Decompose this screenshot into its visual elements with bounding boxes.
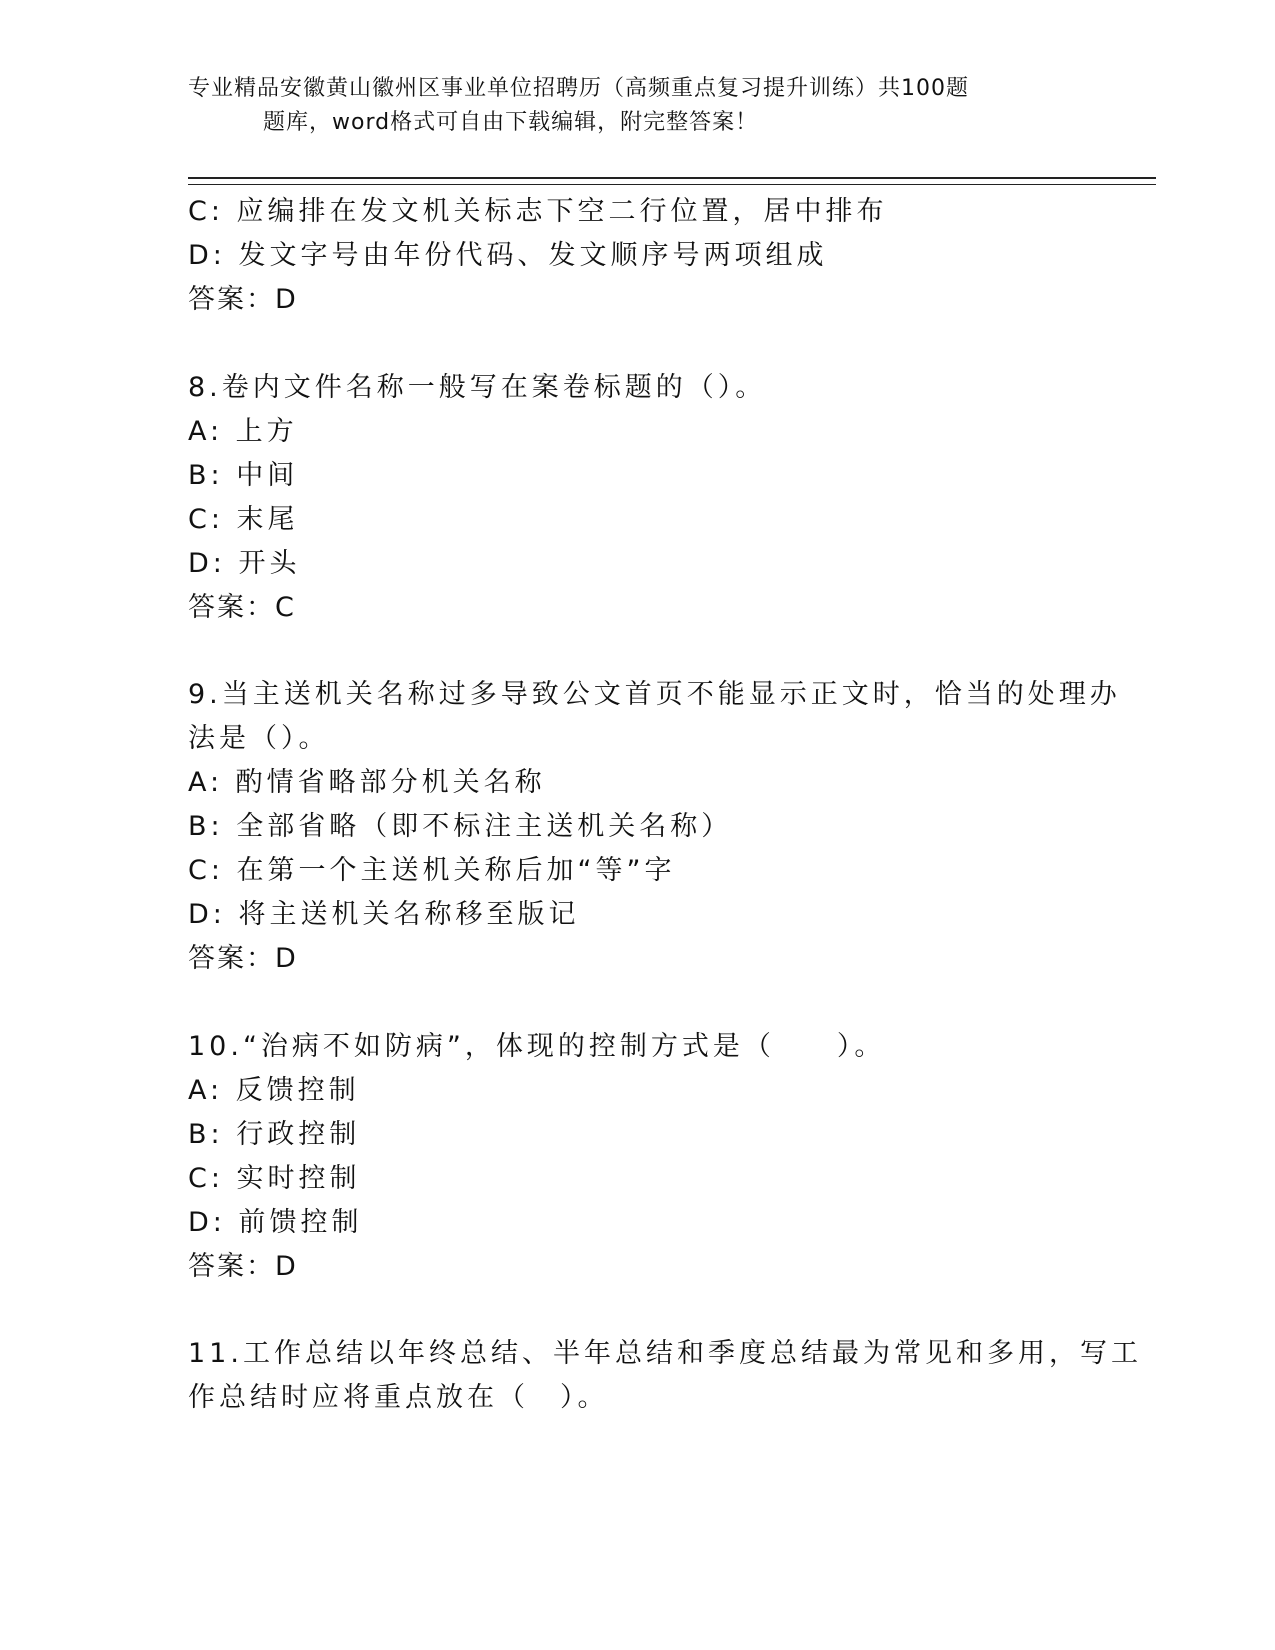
q10-option-b: B: 行政控制 [188, 1119, 361, 1150]
q9-question-line-1: 9.当主送机关名称过多导致公文首页不能显示正文时，恰当的处理办 [188, 679, 1121, 710]
q9-option-d: D: 将主送机关名称移至版记 [188, 899, 580, 930]
document-header [188, 72, 1068, 140]
q8-answer: 答案：C [188, 592, 296, 623]
q9-question-line-2: 法是（）。 [188, 723, 330, 754]
q9-option-a: A: 酌情省略部分机关名称 [188, 767, 546, 798]
header-divider-thin [188, 184, 1156, 185]
q10-answer: 答案：D [188, 1251, 298, 1282]
q11-question-line-2: 作总结时应将重点放在（ ）。 [188, 1382, 609, 1413]
q10-option-a: A: 反馈控制 [188, 1075, 360, 1106]
q8-option-b: B: 中间 [188, 460, 299, 491]
q9-option-b: B: 全部省略（即不标注主送机关名称） [188, 811, 733, 842]
q10-option-c: C: 实时控制 [188, 1163, 361, 1194]
header-title-line-2: 题库，word格式可自由下载编辑，附完整答案！ [263, 110, 759, 135]
q11-question-line-1: 11.工作总结以年终总结、半年总结和季度总结最为常见和多用，写工 [188, 1338, 1142, 1369]
q8-question: 8.卷内文件名称一般写在案卷标题的（）。 [188, 372, 767, 403]
q7-option-d: D: 发文字号由年份代码、发文顺序号两项组成 [188, 240, 828, 271]
header-divider-thick [188, 177, 1156, 179]
q9-option-c: C: 在第一个主送机关称后加“等”字 [188, 855, 676, 886]
q9-answer: 答案：D [188, 943, 298, 974]
q7-option-c: C: 应编排在发文机关标志下空二行位置，居中排布 [188, 196, 888, 227]
q10-option-d: D: 前馈控制 [188, 1207, 363, 1238]
q7-answer: 答案：D [188, 284, 298, 315]
header-title-line-1: 专业精品安徽黄山徽州区事业单位招聘历（高频重点复习提升训练）共100题 [188, 76, 969, 101]
q10-question: 10.“治病不如防病”，体现的控制方式是（ ）。 [188, 1031, 886, 1062]
q8-option-a: A: 上方 [188, 416, 298, 447]
q8-option-c: C: 末尾 [188, 504, 299, 535]
q8-option-d: D: 开头 [188, 548, 301, 579]
